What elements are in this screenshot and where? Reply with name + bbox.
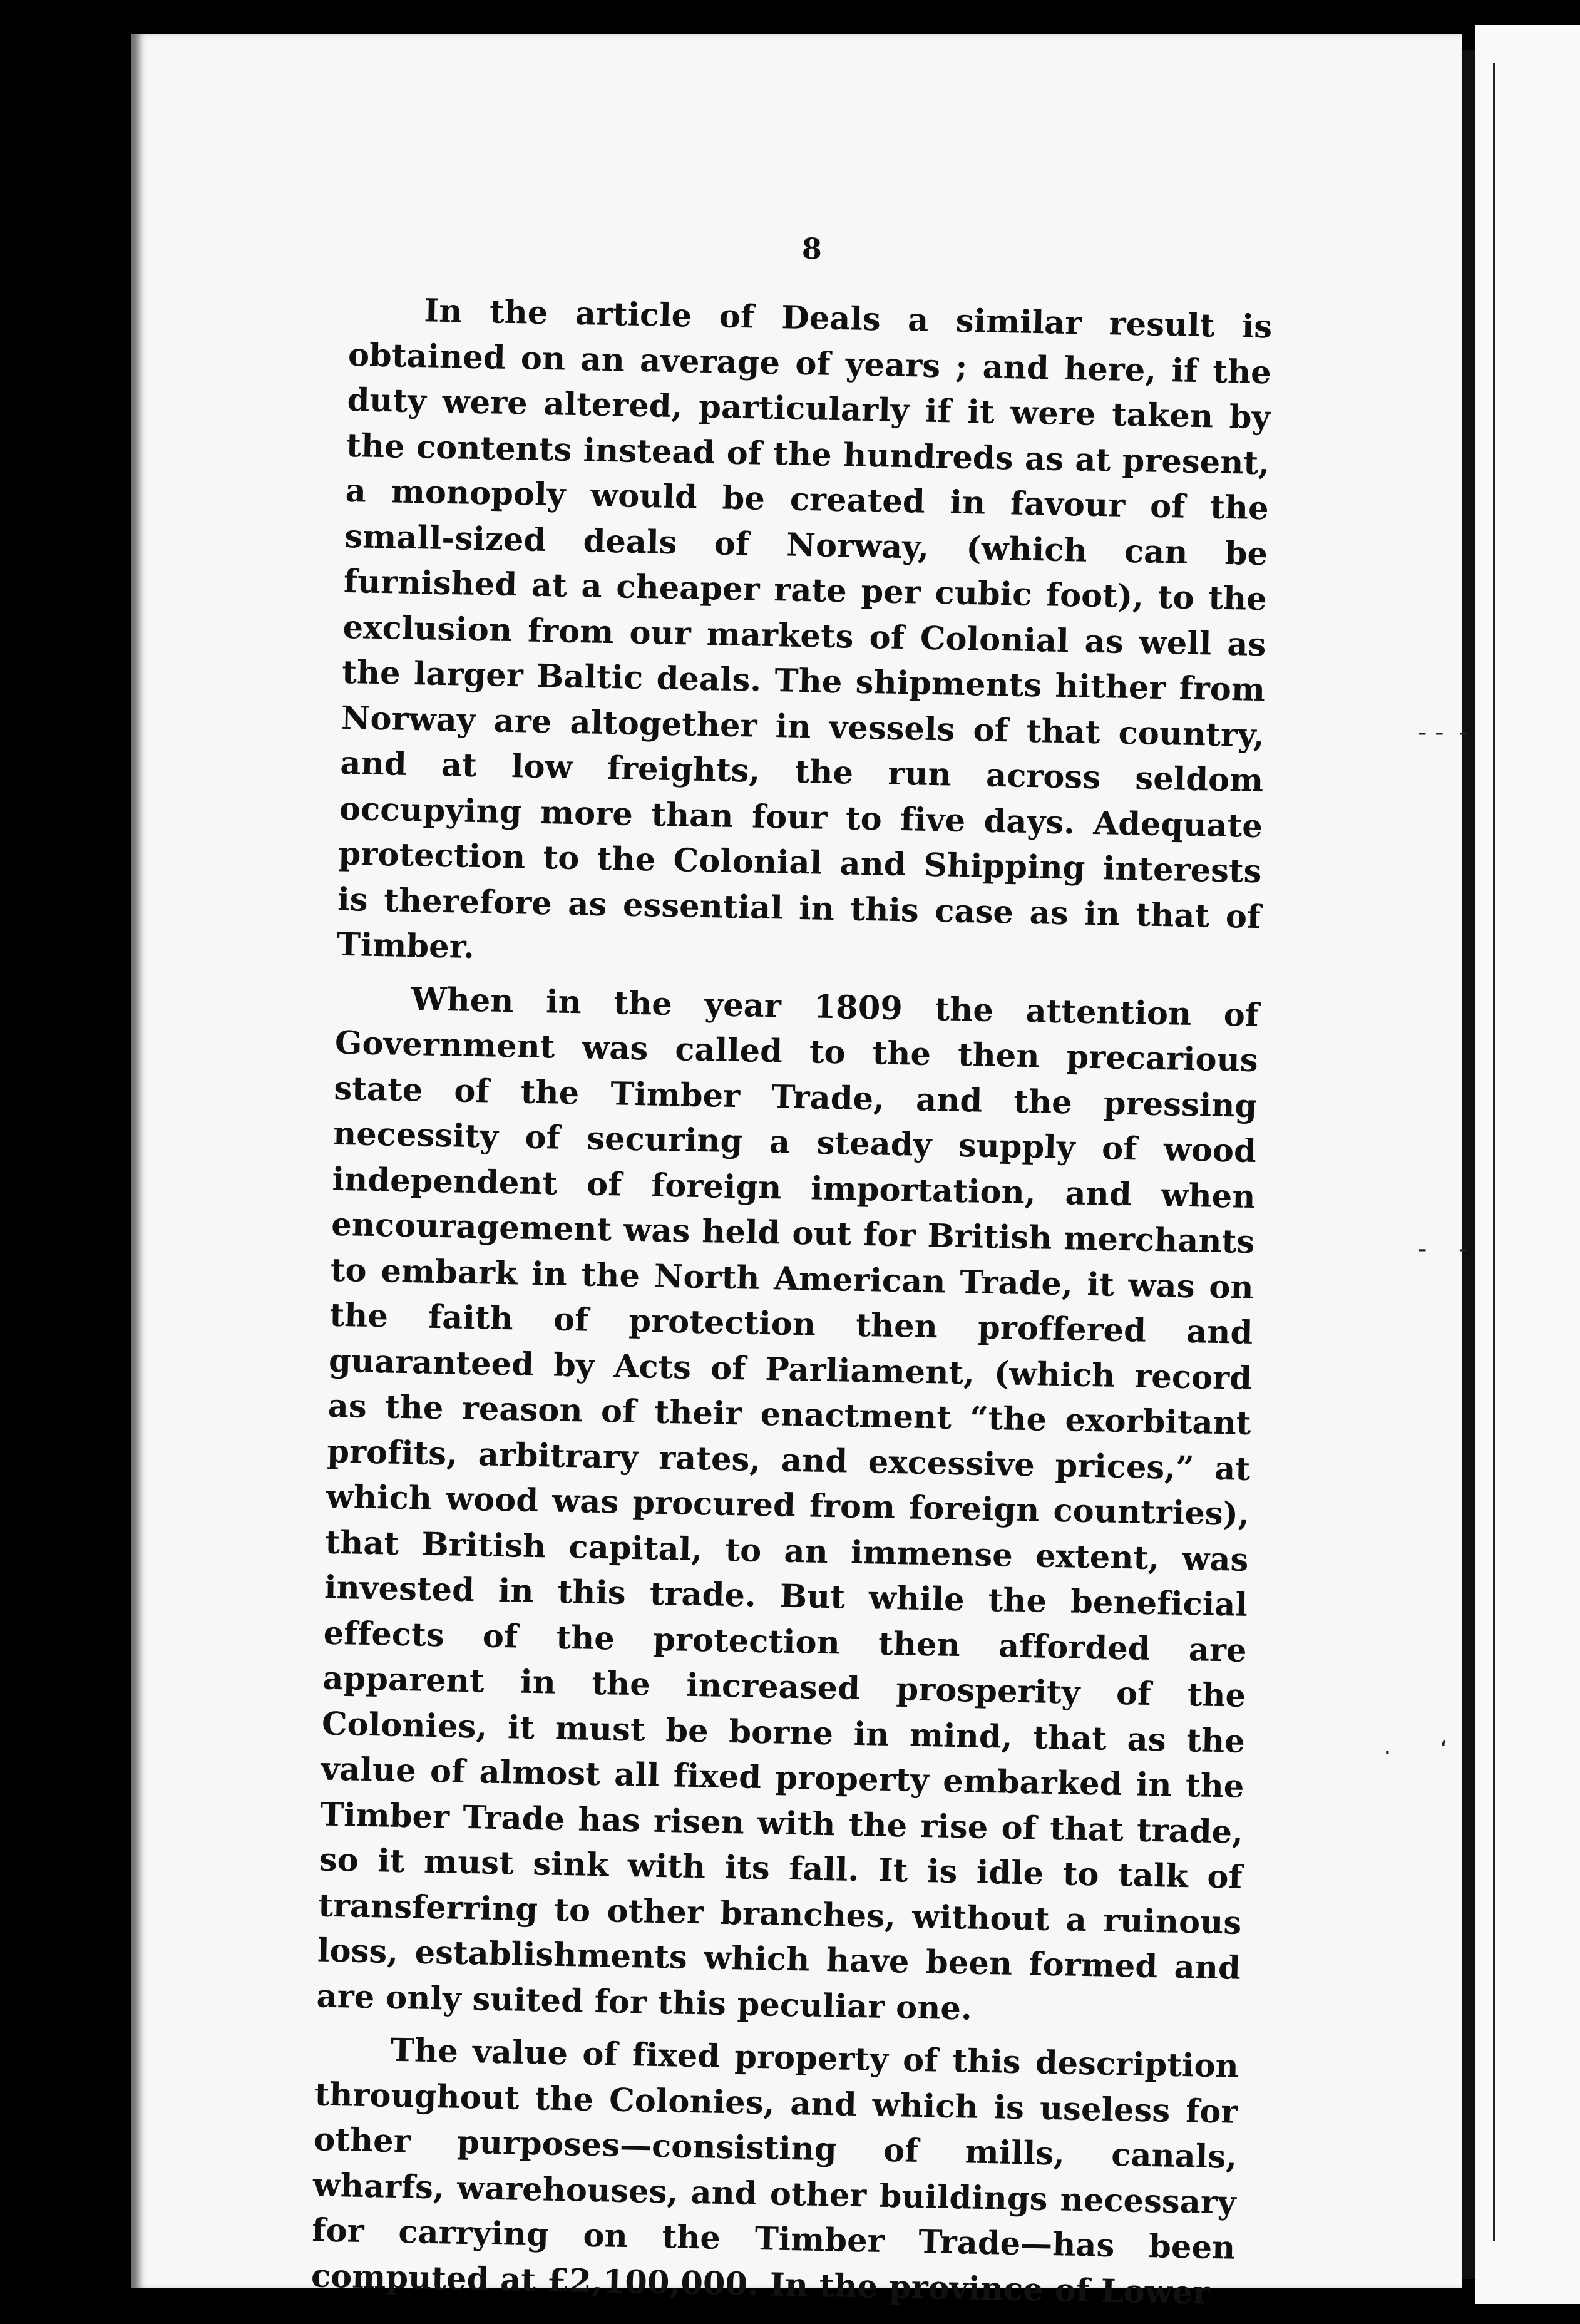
facing-page-edge: [1475, 25, 1580, 2304]
page-text: [310, 225, 1274, 2324]
margin-mark: ·: [1383, 1739, 1392, 1767]
margin-mark: -: [1459, 1235, 1468, 1263]
margin-mark: ʻ: [1440, 1735, 1448, 1764]
page-number: 8: [801, 231, 823, 266]
paragraph-fixed-property-value: The value of fixed property of this description throughout the Colonies, and which is useless for other purposes—consisting of mills, canals, wharfs, warehouses, and other buildings necessary for carrying on the Timber Trade—has been computed at £2,100,000. In the province of Lower: [310, 2031, 1239, 2312]
page-gutter-shadow: [1462, 50, 1475, 2279]
paragraph-deals: In the article of Deals a similar result is obtained on an average of years ; and here, if the duty were altered, particularly if it were taken by the contents instead of the hundreds as at present, a monopoly would be created in favour of the small-sized deals of Norway, (which can be furnished at a cheaper rate per cubic foot), to the exclusion from our markets of Colonial as well as the larger Baltic deals. The shipments hither from Norway are altogether in vessels of that country, and at low freights, the run across seldom occupying more than four to five days. Adequate protection to the Colonial and Shipping interests is therefore as essential in this case as in that of Timber.: [336, 292, 1273, 967]
margin-mark: -: [1459, 718, 1468, 747]
paragraph-timber-trade-1809: When in the year 1809 the attention of Government was called to the then precarious state of the Timber Trade, and the pressing necessity of securing a steady supply of wood independent of foreign importation, and when encouragement was held out for British merchants to embark in the North American Trade, it was on the faith of protection then proffered and guaranteed by Acts of Parliament, (which record as the reason of their enactment “the exorbitant profits, arbitrary rates, and excessive prices,” at which wood was procured from foreign countries), that British capital, to an immense extent, was invested in this trade. But while the beneficial effects of the protection then afforded are apparent in the increased prosperity of the Colonies, it must be borne in mind, that as the value of almost all fixed property embarked in the Timber Trade has risen with the rise of that trade, so it must sink with its fall. It is idle to talk of transferring to other branches, without a ruinous loss, establishments which have been formed and are only suited for this peculiar one.: [316, 980, 1259, 2028]
margin-mark: - -: [1418, 718, 1444, 747]
facing-page-border-line: [1493, 63, 1495, 2241]
margin-mark: -: [1418, 1235, 1427, 1263]
